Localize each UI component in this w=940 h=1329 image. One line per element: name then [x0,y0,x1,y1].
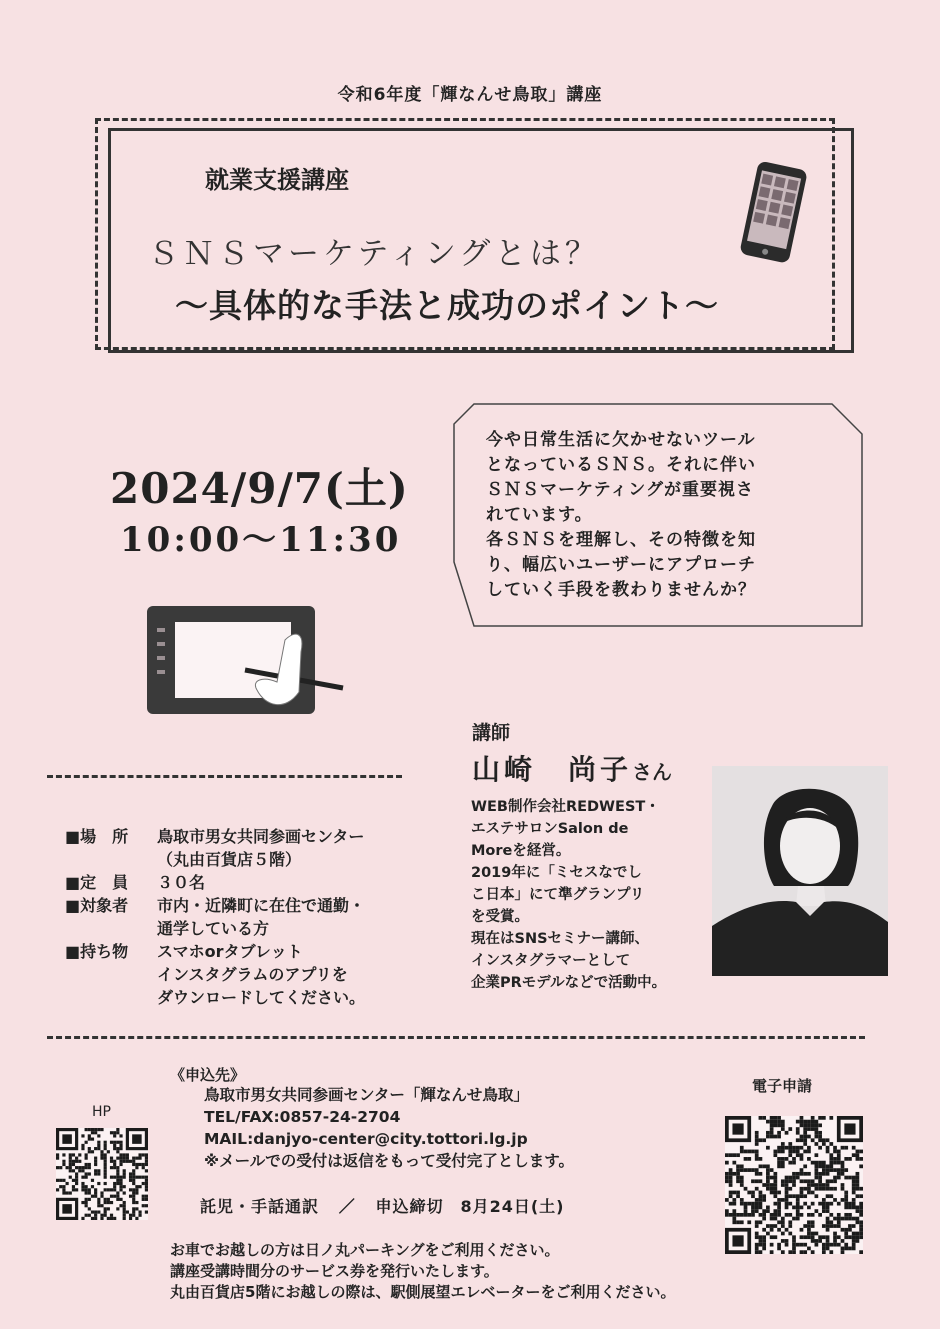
lecturer-name-text: 山崎 尚子 [472,753,633,786]
apply-details [204,1084,574,1172]
event-time: 10:00〜11:30 [120,520,402,560]
bio-line: Moreを経営。 [471,843,571,859]
description-line: となっているＳＮＳ。それに伴い [486,455,756,475]
apply-tel: TEL/FAX:0857-24-2704 [204,1108,401,1126]
separator-slash: ／ [338,1197,356,1216]
info-capacity [65,871,477,894]
e-application-label: 電子申請 [752,1077,813,1095]
bio-line: 2019年に「ミセスなでし [471,865,642,881]
apply-mail[interactable]: MAIL:danjyo-center@city.tottori.lg.jp [204,1130,528,1148]
bio-line: を受賞。 [471,909,529,925]
event-date: 2024/9/7(土) [110,464,409,513]
info-bring [65,940,477,1009]
info-value: 鳥取市男女共同参画センター [157,827,365,846]
info-value: ３０名 [157,873,206,892]
bio-line: インスタグラマーとして [471,953,631,969]
info-target [65,894,477,940]
services-deadline [200,1194,565,1217]
lecturer-honorific: さん [632,760,673,784]
note-line: 講座受講時間分のサービス券を発行いたします。 [170,1262,499,1280]
bio-line: 企業PRモデルなどで活動中。 [471,975,667,991]
hp-label: HP [92,1104,111,1120]
apply-heading: 《申込先》 [170,1066,246,1084]
event-info [65,825,477,1009]
smartphone-icon [730,160,820,274]
lecturer-label: 講師 [472,722,511,744]
course-category: 就業支援講座 [205,166,349,194]
bio-line: エステサロンSalon de [471,821,629,837]
info-value: ダウンロードしてください。 [157,988,366,1007]
description-text [486,428,826,603]
bio-line: 現在はSNSセミナー講師、 [471,931,650,947]
info-value: スマホorタブレット [157,942,303,961]
info-venue [65,825,477,871]
description-line: 各ＳＮＳを理解し、その特徴を知 [486,530,756,550]
apply-org: 鳥取市男女共同参画センター「輝なんせ鳥取」 [204,1086,529,1104]
bio-line: WEB制作会社REDWEST・ [471,799,660,815]
info-label: ■定 員 [65,873,129,892]
description-line: 今や日常生活に欠かせないツール [486,430,756,450]
description-line: り、幅広いユーザーにアプローチ [486,555,756,575]
lecturer-name [472,748,672,788]
info-label: ■持ち物 [65,942,129,961]
note-line: お車でお越しの方は日ノ丸パーキングをご利用ください。 [170,1241,560,1259]
deadline: 申込締切 8月24日(土) [375,1197,565,1216]
bio-line: こ日本」にて準グランプリ [471,887,645,903]
hp-qr-code[interactable] [56,1128,148,1224]
parking-notes [170,1240,675,1303]
description-line: していく手段を教わりませんか？ [486,580,756,600]
services: 託児・手話通訳 [200,1197,320,1216]
note-line: 丸由百貨店5階にお越しの際は、駅側展望エレベーターをご利用ください。 [170,1283,676,1301]
e-application-qr-code[interactable] [725,1116,863,1258]
subtitle: 〜具体的な手法と成功のポイント〜 [175,286,719,325]
description-line: れています。 [486,505,593,525]
info-value: 通学している方 [157,919,270,938]
series-title: 令和6年度「輝なんせ鳥取」講座 [337,85,603,105]
separator [47,775,402,778]
tablet-pen-icon [145,600,350,724]
lecturer-photo [712,766,888,976]
info-value: （丸由百貨店５階） [157,850,302,869]
separator [47,1036,865,1039]
info-label: ■対象者 [65,896,129,915]
lecturer-bio [471,796,711,994]
info-value: インスタグラムのアプリを [157,965,348,984]
description-line: ＳＮＳマーケティングが重要視さ [486,480,754,500]
info-value: 市内・近隣町に在住で通勤・ [157,896,366,915]
apply-mail-note: ※メールでの受付は返信をもって受付完了とします。 [204,1152,575,1170]
info-label: ■場 所 [65,827,129,846]
main-title: ＳＮＳマーケティングとは？ [148,236,600,272]
